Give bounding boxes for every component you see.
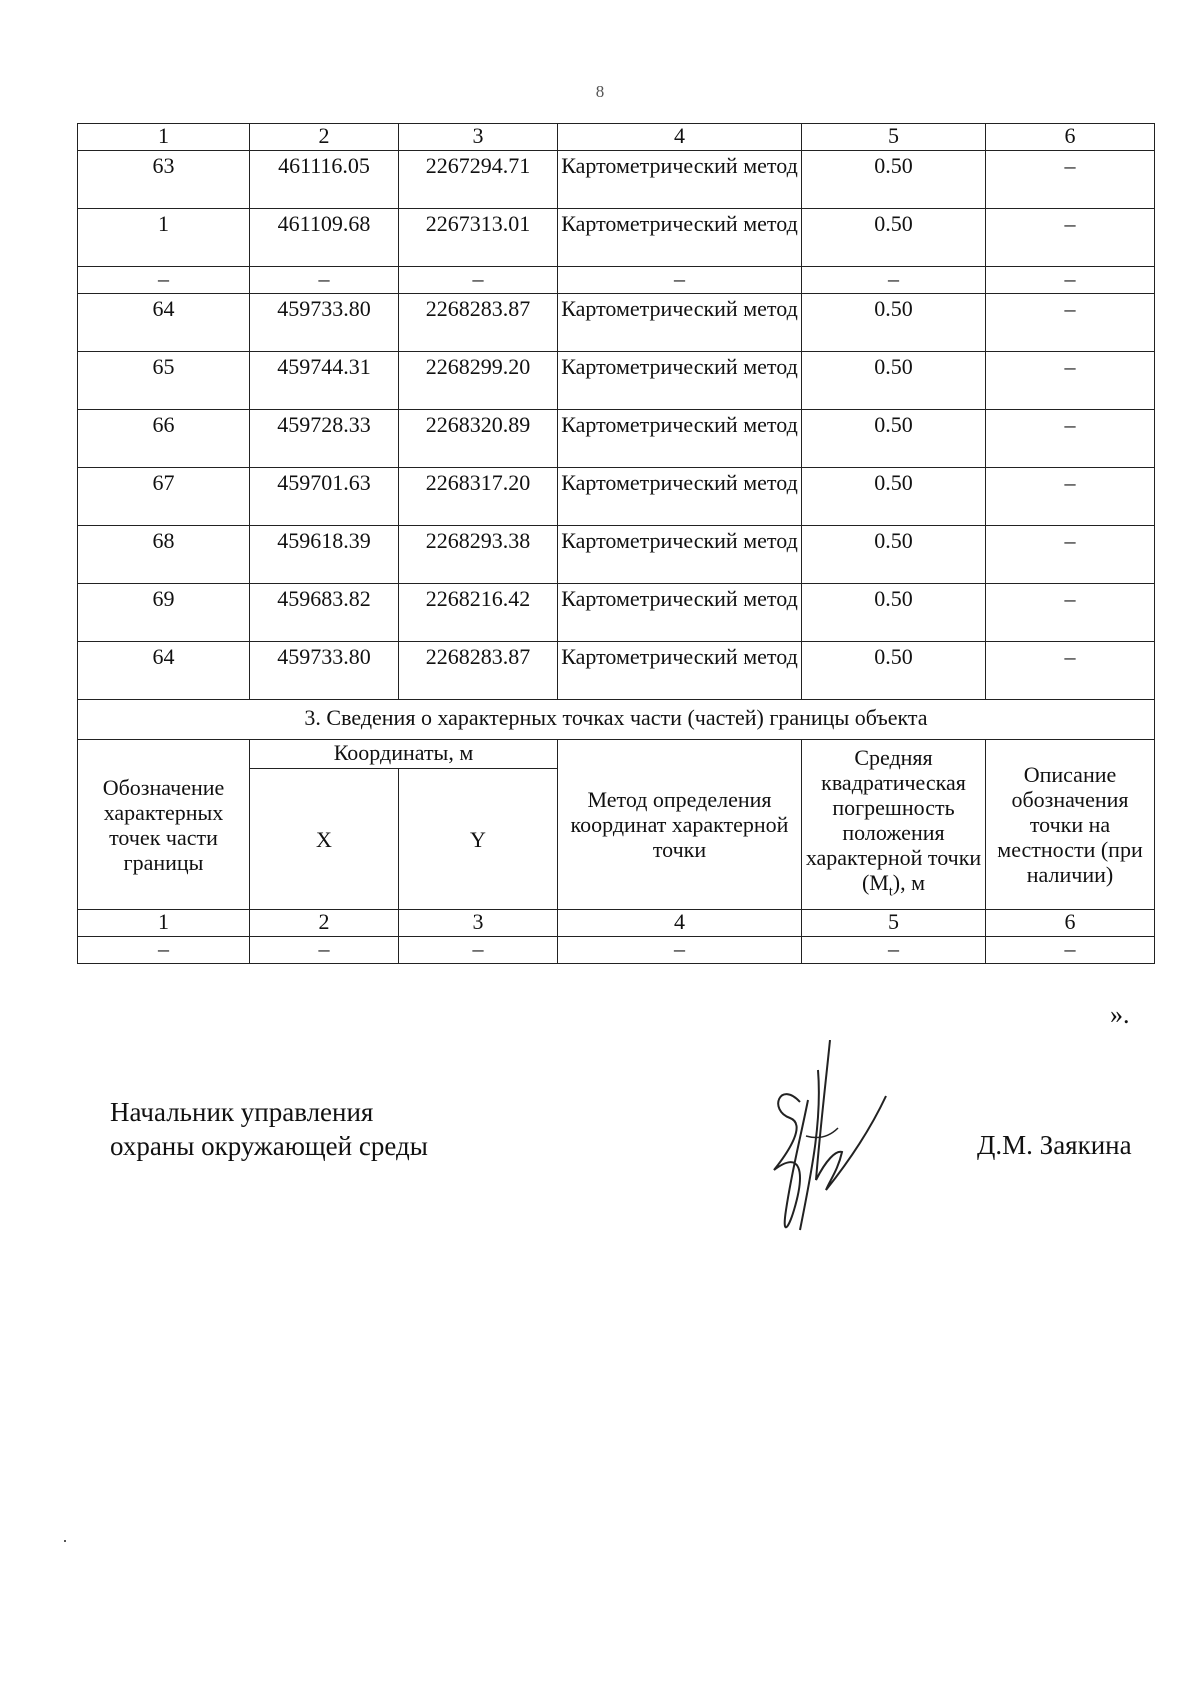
x-cell: – [250,937,399,964]
description-cell: – [986,151,1155,209]
description-cell: – [986,352,1155,410]
description-cell: – [986,937,1155,964]
column-number: 3 [399,910,558,937]
method-cell: Картометрический метод [558,352,802,410]
y-cell: 2267313.01 [399,209,558,267]
error-cell: 0.50 [802,410,986,468]
description-cell: – [986,584,1155,642]
y-cell: 2268293.38 [399,526,558,584]
y-cell: 2268299.20 [399,352,558,410]
table-row [78,209,1155,267]
x-cell: 459683.82 [250,584,399,642]
scan-speck [64,1540,66,1542]
y-cell: 2268320.89 [399,410,558,468]
column-number: 6 [986,124,1155,151]
column-number: 1 [78,910,250,937]
error-cell: 0.50 [802,294,986,352]
x-cell: 461116.05 [250,151,399,209]
error-cell: – [802,937,986,964]
section3-column-number-row [78,910,1155,937]
error-cell: 0.50 [802,526,986,584]
column-number: 4 [558,910,802,937]
column-number: 1 [78,124,250,151]
x-cell: 459733.80 [250,294,399,352]
header-x: X [250,769,399,910]
point-cell: 67 [78,468,250,526]
point-cell: 64 [78,294,250,352]
column-number: 4 [558,124,802,151]
method-cell: Картометрический метод [558,584,802,642]
signer-title [110,1095,428,1163]
description-cell: – [986,642,1155,700]
x-cell: 459618.39 [250,526,399,584]
description-cell: – [986,410,1155,468]
column-number: 6 [986,910,1155,937]
handwritten-signature [760,1040,890,1240]
section3-title-row [78,700,1155,740]
error-cell: 0.50 [802,209,986,267]
table-row [78,526,1155,584]
section3-header-row [78,740,1155,769]
table-row [78,267,1155,294]
error-cell: 0.50 [802,584,986,642]
method-cell: – [558,937,802,964]
x-cell: – [250,267,399,294]
signer-title-line-1: Начальник управления [110,1097,374,1127]
point-cell: 1 [78,209,250,267]
method-cell: Картометрический метод [558,642,802,700]
method-cell: Картометрический метод [558,209,802,267]
table-row [78,468,1155,526]
error-cell: 0.50 [802,642,986,700]
signer-name: Д.М. Заякина [977,1130,1132,1160]
x-cell: 459744.31 [250,352,399,410]
y-cell: 2268216.42 [399,584,558,642]
method-cell: – [558,267,802,294]
table-row [78,642,1155,700]
table-row [78,937,1155,964]
y-cell: 2268317.20 [399,468,558,526]
error-cell: 0.50 [802,468,986,526]
point-cell: – [78,267,250,294]
y-cell: – [399,267,558,294]
column-number: 2 [250,124,399,151]
table-row [78,294,1155,352]
column-number-row [78,124,1155,151]
page-number: 8 [595,82,605,101]
description-cell: – [986,468,1155,526]
column-number: 2 [250,910,399,937]
method-cell: Картометрический метод [558,526,802,584]
error-cell: 0.50 [802,352,986,410]
description-cell: – [986,267,1155,294]
column-number: 3 [399,124,558,151]
x-cell: 459733.80 [250,642,399,700]
closing-quote: ». [1110,1000,1130,1029]
description-cell: – [986,209,1155,267]
coordinates-table [77,123,1155,964]
method-cell: Картометрический метод [558,151,802,209]
x-cell: 461109.68 [250,209,399,267]
signer-title-line-2: охраны окружающей среды [110,1131,428,1161]
header-point-designation: Обозначение характерных точек части границы [78,740,250,910]
point-cell: 66 [78,410,250,468]
point-cell: 65 [78,352,250,410]
header-coordinates: Координаты, м [250,740,558,769]
point-cell: 69 [78,584,250,642]
header-method: Метод определения координат характерной точки [558,740,802,910]
description-cell: – [986,294,1155,352]
point-cell: 63 [78,151,250,209]
table-row [78,584,1155,642]
y-cell: – [399,937,558,964]
method-cell: Картометрический метод [558,468,802,526]
y-cell: 2268283.87 [399,642,558,700]
method-cell: Картометрический метод [558,294,802,352]
table-row [78,410,1155,468]
header-description: Описание обозначения точки на местности (при наличии) [986,740,1155,910]
header-y: Y [399,769,558,910]
x-cell: 459701.63 [250,468,399,526]
point-cell: – [78,937,250,964]
error-cell: 0.50 [802,151,986,209]
header-error: Средняя квадратическая погрешность положения характерной точки $(M_t)$, м [802,740,986,910]
point-cell: 68 [78,526,250,584]
y-cell: 2267294.71 [399,151,558,209]
x-cell: 459728.33 [250,410,399,468]
table-row [78,151,1155,209]
table-row [78,352,1155,410]
error-cell: – [802,267,986,294]
point-cell: 64 [78,642,250,700]
column-number: 5 [802,910,986,937]
description-cell: – [986,526,1155,584]
y-cell: 2268283.87 [399,294,558,352]
column-number: 5 [802,124,986,151]
section3-title: 3. Сведения о характерных точках части (частей) границы объекта [78,700,1155,740]
method-cell: Картометрический метод [558,410,802,468]
